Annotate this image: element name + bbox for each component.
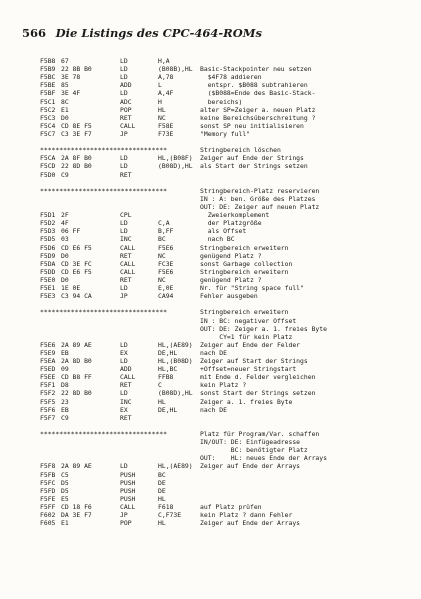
address: F5EE	[40, 373, 56, 382]
comment: Stringbereich erweitern	[200, 267, 289, 276]
mnemonic: CALL	[120, 121, 136, 130]
code-line	[40, 284, 410, 292]
operand: F5E6	[158, 243, 174, 252]
mnemonic: LD	[120, 227, 128, 236]
hex-bytes: 2A 8F B0	[61, 154, 92, 163]
section-header	[40, 430, 410, 438]
mnemonic: LD	[120, 89, 128, 98]
mnemonic: EX	[120, 348, 128, 357]
code-line	[40, 81, 410, 89]
parameter-note	[40, 195, 410, 203]
address: F5D0	[40, 170, 56, 179]
mnemonic: CALL	[120, 243, 136, 252]
code-line	[40, 98, 410, 106]
code-line	[40, 398, 410, 406]
note-text: IN/OUT: DE: Einfügeadresse	[200, 438, 301, 447]
comment: Zeiger auf Ende der Arrays	[200, 519, 301, 528]
hex-bytes: CD E6 F5	[61, 243, 92, 252]
address: F5E1	[40, 284, 56, 293]
hex-bytes: 03	[61, 235, 69, 244]
operand: FC3E	[158, 259, 174, 268]
mnemonic: CPL	[120, 211, 132, 220]
comment: Stringbereich erweitern	[200, 243, 289, 252]
operand: (B08D),HL	[158, 389, 193, 398]
comment: nach BC	[200, 235, 235, 244]
mnemonic: JP	[120, 511, 128, 520]
operand: BC	[158, 470, 166, 479]
hex-bytes: C9	[61, 170, 69, 179]
address: F5ED	[40, 365, 56, 374]
hex-bytes: D0	[61, 113, 69, 122]
operand: HL,BC	[158, 365, 178, 374]
address: F5BE	[40, 81, 56, 90]
code-line	[40, 389, 410, 397]
code-line	[40, 252, 410, 260]
mnemonic: RET	[120, 251, 132, 260]
code-line	[40, 57, 410, 65]
hex-bytes: D0	[61, 251, 69, 260]
operand: DE	[158, 478, 166, 487]
mnemonic: RET	[120, 381, 132, 390]
hex-bytes: 22 8B B0	[61, 65, 92, 74]
comment: kein Platz ? dann Fehler	[200, 511, 293, 520]
operand: NC	[158, 113, 166, 122]
code-line	[40, 462, 410, 470]
blank-line	[40, 179, 410, 187]
mnemonic: JP	[120, 292, 128, 301]
asterisk-separator: *********************************	[40, 308, 167, 317]
code-line	[40, 349, 410, 357]
section-title: Stringbereich löschen	[200, 146, 281, 155]
mnemonic: CALL	[120, 503, 136, 512]
comment: sonst Garbage collection	[200, 259, 293, 268]
hex-bytes: CD E6 F5	[61, 267, 92, 276]
mnemonic: PUSH	[120, 470, 136, 479]
mnemonic: EX	[120, 405, 128, 414]
hex-bytes: CD 3E FC	[61, 259, 92, 268]
operand: HL,(AE89)	[158, 340, 193, 349]
comment: bereichs)	[200, 97, 243, 106]
operand: CA94	[158, 292, 174, 301]
mnemonic: LD	[120, 65, 128, 74]
note-text: OUT: DE: Zeiger auf neuen Platz	[200, 202, 320, 211]
code-line	[40, 114, 410, 122]
hex-bytes: 2A 89 AE	[61, 340, 92, 349]
operand: DE,HL	[158, 348, 178, 357]
comment: Zweierkomplement	[200, 211, 270, 220]
hex-bytes: EB	[61, 348, 69, 357]
comment: Zeiger auf Ende der Felder	[200, 340, 301, 349]
mnemonic: LD	[120, 284, 128, 293]
address: F5FC	[40, 478, 56, 487]
comment: sonst Start der Strings setzen	[200, 389, 316, 398]
address: F5BC	[40, 73, 56, 82]
operand: E,0E	[158, 284, 174, 293]
operand: B,FF	[158, 227, 174, 236]
hex-bytes: C3 94 CA	[61, 292, 92, 301]
code-line	[40, 357, 410, 365]
code-line	[40, 341, 410, 349]
section-title: Platz für Program/Var. schaffen	[200, 430, 320, 439]
mnemonic: ADD	[120, 81, 132, 90]
operand: FFB8	[158, 373, 174, 382]
code-line	[40, 381, 410, 389]
code-line	[40, 519, 410, 527]
address: F5F7	[40, 413, 56, 422]
mnemonic: INC	[120, 397, 132, 406]
comment: keine Bereichsüberschreitung ?	[200, 113, 316, 122]
mnemonic: JP	[120, 129, 128, 138]
operand: BC	[158, 235, 166, 244]
parameter-note	[40, 438, 410, 446]
mnemonic: PUSH	[120, 478, 136, 487]
note-text: BC: benötigter Platz	[200, 446, 308, 455]
hex-bytes: 2A 89 AE	[61, 462, 92, 471]
address: F5C4	[40, 121, 56, 130]
operand: (B08B),HL	[158, 65, 193, 74]
address: F5EA	[40, 357, 56, 366]
page-number: 566	[22, 26, 47, 40]
mnemonic: POP	[120, 519, 132, 528]
address: F5FE	[40, 494, 56, 503]
code-line	[40, 244, 410, 252]
address: F5D3	[40, 227, 56, 236]
address: F5D2	[40, 219, 56, 228]
operand: NC	[158, 251, 166, 260]
hex-bytes: E1	[61, 519, 69, 528]
comment: nach DE	[200, 348, 227, 357]
hex-bytes: 4F	[61, 219, 69, 228]
comment: Zeiger auf Start der Strings	[200, 357, 308, 366]
address: F5E3	[40, 292, 56, 301]
comment: als Start der Strings setzen	[200, 162, 308, 171]
comment: nach DE	[200, 405, 227, 414]
operand: H,A	[158, 57, 170, 65]
mnemonic: LD	[120, 162, 128, 171]
address: F602	[40, 511, 56, 520]
address: F5BF	[40, 89, 56, 98]
comment: Zeiger a. 1. freies Byte	[200, 397, 293, 406]
operand: C,F73E	[158, 511, 182, 520]
hex-bytes: 2A 8D B0	[61, 357, 92, 366]
address: F5C3	[40, 113, 56, 122]
hex-bytes: 23	[61, 397, 69, 406]
blank-line	[40, 300, 410, 308]
hex-bytes: C9	[61, 413, 69, 422]
comment: $4F78 addieren	[200, 73, 262, 82]
address: F5F6	[40, 405, 56, 414]
operand: HL,(B08D)	[158, 357, 193, 366]
address: F5C2	[40, 105, 56, 114]
address: F5F1	[40, 381, 56, 390]
hex-bytes: D8	[61, 381, 69, 390]
section-title: Stringbereich erweitern	[200, 308, 289, 317]
hex-bytes: CD 8E F5	[61, 121, 92, 130]
address: F5D6	[40, 243, 56, 252]
mnemonic: LD	[120, 462, 128, 471]
operand: HL,(B08F)	[158, 154, 193, 163]
hex-bytes: 09	[61, 365, 69, 374]
comment: Zeiger auf Ende der Arrays	[200, 462, 301, 471]
hex-bytes: 85	[61, 81, 69, 90]
assembly-listing	[40, 57, 410, 527]
address: F5CD	[40, 162, 56, 171]
address: F5DA	[40, 259, 56, 268]
address: F5CA	[40, 154, 56, 163]
parameter-note	[40, 325, 410, 333]
code-line	[40, 154, 410, 162]
code-line	[40, 487, 410, 495]
code-line	[40, 495, 410, 503]
code-line	[40, 227, 410, 235]
page-title: Die Listings des CPC-464-ROMs	[55, 26, 262, 40]
code-line	[40, 73, 410, 81]
code-line	[40, 373, 410, 381]
address: F5E0	[40, 275, 56, 284]
hex-bytes: D0	[61, 275, 69, 284]
code-line	[40, 235, 410, 243]
mnemonic: RET	[120, 113, 132, 122]
blank-line	[40, 422, 410, 430]
parameter-note	[40, 317, 410, 325]
code-line	[40, 219, 410, 227]
comment: entspr. $B088 subtrahieren	[200, 81, 308, 90]
parameter-note	[40, 446, 410, 454]
hex-bytes: 3E 4F	[61, 89, 81, 98]
comment: Zeiger auf Ende der Strings	[200, 154, 304, 163]
address: F5C7	[40, 129, 56, 138]
mnemonic: RET	[120, 413, 132, 422]
hex-bytes: 1E 0E	[61, 284, 81, 293]
operand: HL	[158, 494, 166, 503]
asterisk-separator: *********************************	[40, 146, 167, 155]
mnemonic: ADC	[120, 97, 132, 106]
note-text: OUT: DE: Zeiger a. 1. freies Byte	[200, 324, 327, 333]
comment: Basic-Stackpointer neu setzen	[200, 65, 312, 74]
comment: Fehler ausgeben	[200, 292, 258, 301]
mnemonic: INC	[120, 235, 132, 244]
hex-bytes: 3E 78	[61, 73, 81, 82]
address: F5B8	[40, 57, 56, 65]
hex-bytes: C5	[61, 470, 69, 479]
code-line	[40, 268, 410, 276]
operand: C	[158, 381, 162, 390]
blank-line	[40, 138, 410, 146]
code-line	[40, 365, 410, 373]
parameter-note	[40, 333, 410, 341]
code-line	[40, 414, 410, 422]
address: F5D1	[40, 211, 56, 220]
address: F5FD	[40, 486, 56, 495]
operand: A,78	[158, 73, 174, 82]
mnemonic: PUSH	[120, 486, 136, 495]
code-line	[40, 511, 410, 519]
operand: F73E	[158, 129, 174, 138]
mnemonic: LD	[120, 389, 128, 398]
comment: mit Ende d. Felder vergleichen	[200, 373, 316, 382]
hex-bytes: 2F	[61, 211, 69, 220]
mnemonic: LD	[120, 57, 128, 65]
comment: genügend Platz ?	[200, 275, 262, 284]
hex-bytes: 06 FF	[61, 227, 81, 236]
mnemonic: LD	[120, 154, 128, 163]
address: F5C1	[40, 97, 56, 106]
comment: sonst SP neu initialisieren	[200, 121, 304, 130]
mnemonic: CALL	[120, 267, 136, 276]
page-header	[22, 26, 262, 40]
address: F605	[40, 519, 56, 528]
comment: "Memory full"	[200, 129, 251, 138]
code-line	[40, 292, 410, 300]
code-line	[40, 65, 410, 73]
code-line	[40, 130, 410, 138]
mnemonic: LD	[120, 73, 128, 82]
hex-bytes: D5	[61, 486, 69, 495]
asterisk-separator: *********************************	[40, 430, 167, 439]
mnemonic: RET	[120, 275, 132, 284]
operand: A,4F	[158, 89, 174, 98]
comment: auf Platz prüfen	[200, 503, 262, 512]
operand: HL	[158, 519, 166, 528]
address: F5DD	[40, 267, 56, 276]
address: F5D9	[40, 251, 56, 260]
address: F5F2	[40, 389, 56, 398]
address: F5F8	[40, 462, 56, 471]
code-line	[40, 260, 410, 268]
hex-bytes: EB	[61, 405, 69, 414]
comment: Nr. für "String space full"	[200, 284, 304, 293]
operand: NC	[158, 275, 166, 284]
mnemonic: POP	[120, 105, 132, 114]
note-text: IN : BC: negativer Offset	[200, 316, 297, 325]
code-line	[40, 122, 410, 130]
mnemonic: PUSH	[120, 494, 136, 503]
note-text: OUT: HL: neues Ende der Arrays	[200, 454, 327, 463]
address: F5FB	[40, 470, 56, 479]
address: F5E9	[40, 348, 56, 357]
code-line	[40, 89, 410, 97]
code-line	[40, 162, 410, 170]
code-line	[40, 276, 410, 284]
comment: der Platzgröße	[200, 219, 262, 228]
hex-bytes: 8C	[61, 97, 69, 106]
mnemonic: LD	[120, 340, 128, 349]
comment: +Offset=neuer Stringstart	[200, 365, 297, 374]
code-line	[40, 211, 410, 219]
asterisk-separator: *********************************	[40, 186, 167, 195]
mnemonic: LD	[120, 357, 128, 366]
hex-bytes: CD B8 FF	[61, 373, 92, 382]
mnemonic: ADD	[120, 365, 132, 374]
section-header	[40, 308, 410, 316]
section-header	[40, 146, 410, 154]
note-text: IN : A: ben. Größe des Platzes	[200, 194, 316, 203]
operand: F618	[158, 503, 174, 512]
hex-bytes: E5	[61, 494, 69, 503]
operand: DE	[158, 486, 166, 495]
note-text: CY=1 für kein Platz	[200, 332, 293, 341]
operand: L	[158, 81, 162, 90]
code-line	[40, 503, 410, 511]
address: F5E6	[40, 340, 56, 349]
operand: HL	[158, 105, 166, 114]
operand: F5E6	[158, 267, 174, 276]
comment: ($B088=Ende des Basic-Stack-	[200, 89, 316, 98]
hex-bytes: 22 8D B0	[61, 389, 92, 398]
hex-bytes: CD 18 F6	[61, 503, 92, 512]
operand: HL	[158, 397, 166, 406]
mnemonic: RET	[120, 170, 132, 179]
comment: alter SP=Zeiger a. neuen Platz	[200, 105, 316, 114]
code-line	[40, 471, 410, 479]
hex-bytes: D5	[61, 478, 69, 487]
mnemonic: CALL	[120, 373, 136, 382]
address: F5D5	[40, 235, 56, 244]
operand: H	[158, 97, 162, 106]
mnemonic: LD	[120, 219, 128, 228]
operand: (B08D),HL	[158, 162, 193, 171]
comment: genügend Platz ?	[200, 251, 262, 260]
hex-bytes: 22 8D B0	[61, 162, 92, 171]
parameter-note	[40, 203, 410, 211]
address: F5F5	[40, 397, 56, 406]
operand: HL,(AE89)	[158, 462, 193, 471]
code-line	[40, 106, 410, 114]
code-line	[40, 479, 410, 487]
code-line	[40, 171, 410, 179]
comment: kein Platz ?	[200, 381, 247, 390]
hex-bytes: 67	[61, 57, 69, 65]
section-title: Stringbereich-Platz reservieren	[200, 186, 320, 195]
operand: C,A	[158, 219, 170, 228]
hex-bytes: E1	[61, 105, 69, 114]
section-header	[40, 187, 410, 195]
hex-bytes: C3 3E F7	[61, 129, 92, 138]
parameter-note	[40, 454, 410, 462]
operand: DE,HL	[158, 405, 178, 414]
address: F5B9	[40, 65, 56, 74]
address: F5FF	[40, 503, 56, 512]
comment: als Offset	[200, 227, 247, 236]
hex-bytes: DA 3E F7	[61, 511, 92, 520]
code-line	[40, 406, 410, 414]
mnemonic: CALL	[120, 259, 136, 268]
operand: F58E	[158, 121, 174, 130]
